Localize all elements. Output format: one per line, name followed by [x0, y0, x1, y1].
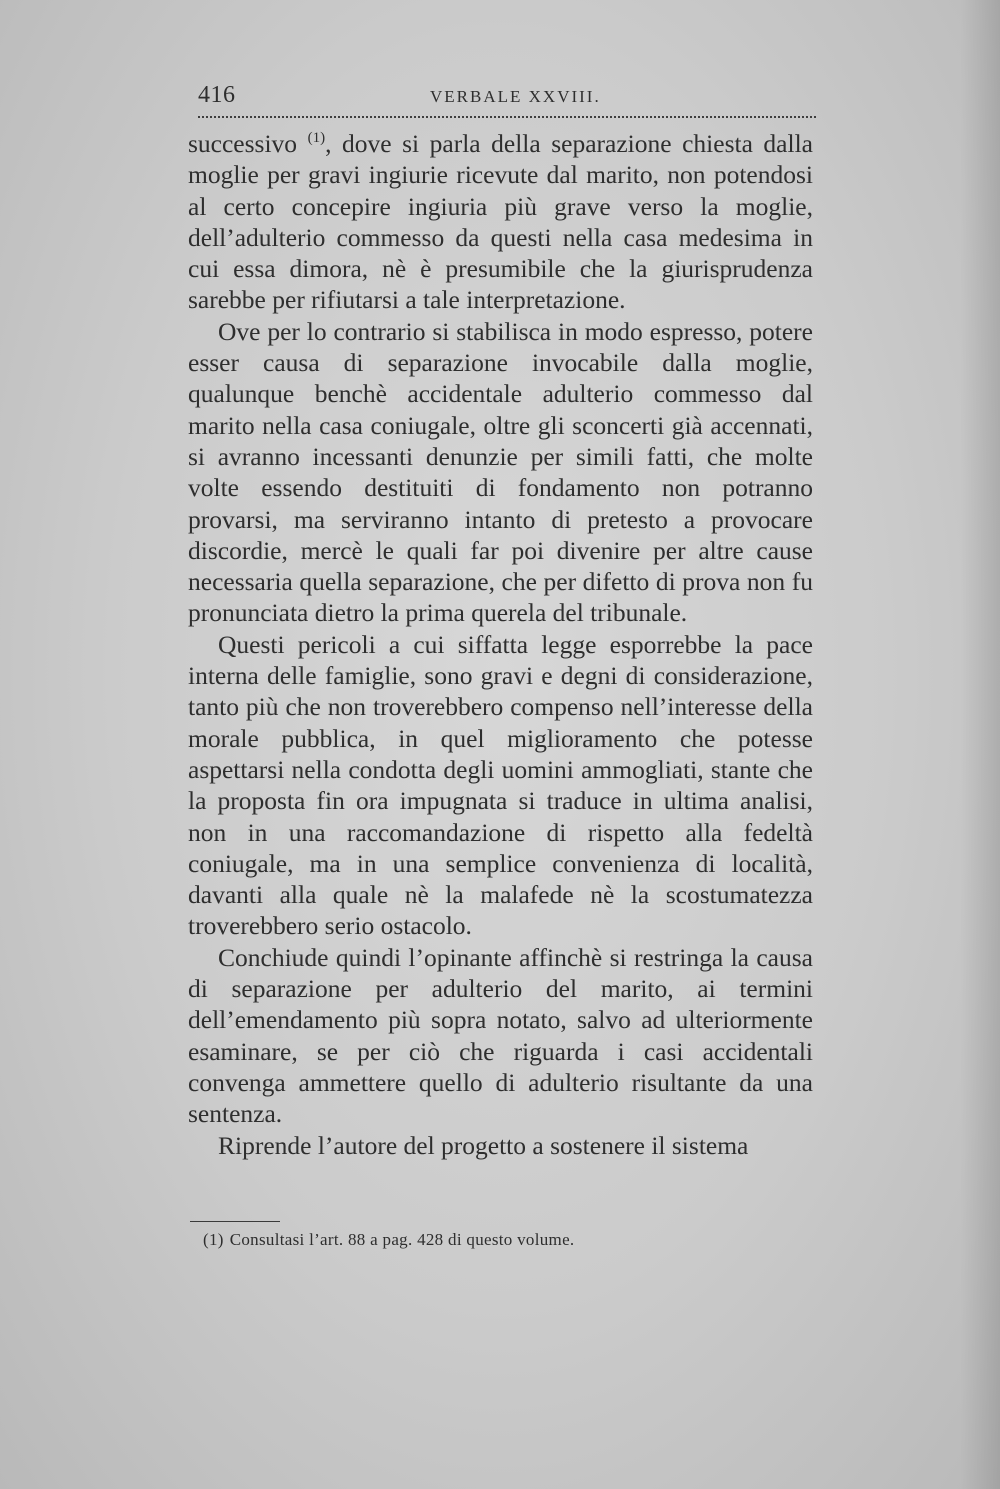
paragraph-3: Questi pericoli a cui siffatta legge esporrebbe la pace interna delle famiglie, sono gravi e degni di considerazione, tanto più che non troverebbero compenso nell’interesse della morale pubblica, in quel miglioramento che potesse aspettarsi nella condotta degli uomini ammogliati, stante che la proposta fin ora impugnata si traduce in ultima analisi, non in una raccomandazione di rispetto alla fedeltà coniugale, ma in una semplice convenienza di località, davanti alla quale nè la malafede nè la scostumatezza troverebbero serio ostacolo.: [188, 629, 813, 941]
running-title: VERBALE XXVIII.: [430, 87, 601, 106]
footnote-reference: (1): [307, 130, 326, 146]
paragraph-1: [188, 128, 813, 316]
footnote-rule: [190, 1221, 280, 1222]
footnote: [203, 1230, 574, 1250]
footnote-mark: (1): [203, 1230, 224, 1249]
paragraph-1-rest: , dove si parla della separazione chiesta dalla moglie per gravi ingiurie ricevute dal marito, non potendosi al certo concepire ingiuria più grave verso la moglie, dell’adulterio commesso da questi nella casa medesima in cui essa dimora, nè è presumibile che la giurisprudenza sarebbe per rifiutarsi a tale interpretazione.: [188, 129, 813, 315]
running-head: [198, 82, 816, 118]
paragraph-5: Riprende l’autore del progetto a sostenere il sistema: [218, 1130, 749, 1160]
paragraph-1-start: successivo: [188, 129, 308, 158]
paragraph-4: Conchiude quindi l’opinante affinchè si restringa la causa di separazione per adulterio del marito, ai termini dell’emendamento più sopra notato, salvo ad ulteriormente esaminare, se per ciò che riguarda i casi accidentali convenga ammettere quello di adulterio risultante da una sentenza.: [188, 942, 813, 1129]
paragraph-2: Ove per lo contrario si stabilisca in modo espresso, potere esser causa di separazione invocabile dalla moglie, qualunque benchè accidentale adulterio commesso dal marito nella casa coniugale, oltre gli sconcerti già accennati, si avranno incessanti denunzie per simili fatti, che molte volte essendo destituiti di fondamento non potranno provarsi, ma serviranno intanto di pretesto a provocare discordie, mercè le quali far poi divenire per altre cause necessaria quella separazione, che per difetto di prova non fu pronunciata dietro la prima querela del tribunale.: [188, 316, 813, 628]
page-number: 416: [198, 82, 236, 108]
footnote-text: Consultasi l’art. 88 a pag. 428 di questo volume.: [229, 1230, 575, 1249]
body-text: [188, 128, 813, 1161]
header-dotted-rule: [198, 116, 816, 118]
